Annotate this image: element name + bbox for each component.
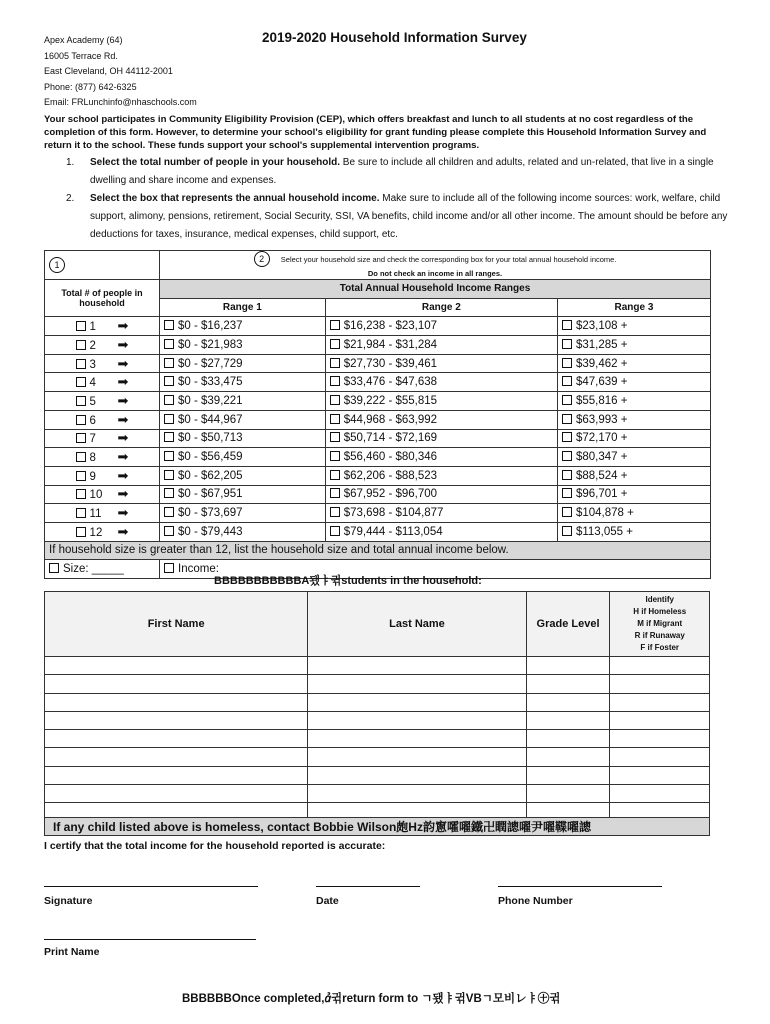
instruction-step-1: 1. Select the total number of people in your household. Be sure to include all children and adults, related and un-related, that live in a single dwelling and share income and expenses. [66,157,714,186]
income-row [45,317,711,336]
checkbox-icon[interactable] [562,320,572,330]
checkbox-icon[interactable] [76,396,86,406]
phone-line[interactable] [498,886,662,887]
checkbox-icon[interactable] [562,470,572,480]
income-field[interactable]: Income: [160,560,711,579]
range-2-header: Range 2 [325,298,557,317]
first-name-cell[interactable] [45,730,308,748]
over-12-note: If household size is greater than 12, list the household size and total annual income below. [45,541,711,560]
checkbox-icon[interactable] [76,415,86,425]
checkbox-icon[interactable] [164,320,174,330]
checkbox-icon[interactable] [164,358,174,368]
range-2-option[interactable]: $33,476 - $47,638 [325,373,557,392]
range-3-option[interactable]: $80,347 + [557,448,710,467]
checkbox-icon[interactable] [164,451,174,461]
intro-paragraph: Your school participates in Community Eligibility Provision (CEP), which offers breakfast and lunch to all students at no cost regardless of the completion of this form. However, to determine your school's eligibility for grant funding please complete this Household Information Survey and return it to the school. These funds support your school's supplemental intervention programs. [44,114,707,151]
range-1-option[interactable]: $0 - $67,951 [160,485,326,504]
income-row [45,392,711,411]
grade-level-cell[interactable] [526,693,610,711]
range-3-option[interactable]: $47,639 + [557,373,710,392]
income-table [44,250,711,579]
last-name-header: Last Name [308,592,526,657]
arrow-right-icon: ➡ [117,430,129,446]
arrow-right-icon: ➡ [117,355,129,371]
checkbox-icon[interactable] [562,488,572,498]
footer-instruction: BBBBBBOnce completed,ꞻ귂return form to ㄱ됐ㅑ귂VBㄱ모비レㅑ㊉귂 [182,993,561,1005]
grade-level-header: Grade Level [526,592,610,657]
first-name-cell[interactable] [45,785,308,803]
grade-level-cell[interactable] [526,730,610,748]
range-1-option[interactable]: $0 - $16,237 [160,317,326,336]
checkbox-icon[interactable] [76,433,86,443]
household-size-option[interactable]: 8 ➡ [45,448,160,467]
checkbox-icon[interactable] [330,488,340,498]
first-name-cell[interactable] [45,766,308,784]
instructions-list [66,154,731,244]
checkbox-icon[interactable] [164,414,174,424]
household-size-option[interactable]: 5 ➡ [45,392,160,411]
range-3-option[interactable]: $23,108 + [557,317,710,336]
range-3-option[interactable]: $113,055 + [557,522,710,541]
grade-level-cell[interactable] [526,748,610,766]
student-row [45,730,710,748]
range-3-option[interactable]: $31,285 + [557,336,710,355]
income-row [45,410,711,429]
arrow-right-icon: ➡ [117,336,129,352]
checkbox-icon[interactable] [76,321,86,331]
step-2-instruction: 2 Select your household size and check the corresponding box for your total annual household income. Do not check an income in all ranges. [160,251,711,280]
checkbox-icon[interactable] [330,339,340,349]
checkbox-icon[interactable] [330,320,340,330]
income-row [45,373,711,392]
checkbox-icon[interactable] [76,340,86,350]
students-section-title: BBBBBBBBBBBA됐ㅑ귂students in the household: [214,575,482,587]
certify-statement: I certify that the total income for the household reported is accurate: [44,840,386,852]
range-3-option[interactable]: $96,701 + [557,485,710,504]
arrow-right-icon: ➡ [117,392,129,408]
household-size-option[interactable]: 6 ➡ [45,410,160,429]
checkbox-icon[interactable] [164,395,174,405]
checkbox-icon[interactable] [330,395,340,405]
income-row [45,336,711,355]
income-row [45,354,711,373]
checkbox-icon[interactable] [76,452,86,462]
range-2-option[interactable]: $39,222 - $55,815 [325,392,557,411]
checkbox-icon[interactable] [562,358,572,368]
income-row [45,522,711,541]
household-size-option[interactable]: 3 ➡ [45,354,160,373]
first-name-cell[interactable] [45,675,308,693]
checkbox-icon[interactable] [562,414,572,424]
household-size-option[interactable]: 9 ➡ [45,466,160,485]
date-label: Date [316,895,339,907]
arrow-right-icon: ➡ [117,374,129,390]
identify-cell[interactable] [610,657,710,675]
range-3-header: Range 3 [557,298,710,317]
checkbox-icon[interactable] [76,489,86,499]
student-row [45,766,710,784]
income-row [45,429,711,448]
range-2-option[interactable]: $79,444 - $113,054 [325,522,557,541]
first-name-cell[interactable] [45,693,308,711]
range-2-option[interactable]: $50,714 - $72,169 [325,429,557,448]
income-row [45,485,711,504]
last-name-cell[interactable] [308,748,526,766]
checkbox-icon[interactable] [164,507,174,517]
checkbox-icon[interactable] [562,339,572,349]
checkbox-icon[interactable] [164,376,174,386]
checkbox-icon[interactable] [330,376,340,386]
grade-level-cell[interactable] [526,711,610,729]
range-2-option[interactable]: $44,968 - $63,992 [325,410,557,429]
identify-cell[interactable] [610,766,710,784]
last-name-cell[interactable] [308,693,526,711]
checkbox-icon[interactable] [562,395,572,405]
size-field[interactable]: Size: _____ [45,560,160,579]
checkbox-icon[interactable] [164,488,174,498]
identify-cell[interactable] [610,693,710,711]
range-1-option[interactable]: $0 - $27,729 [160,354,326,373]
student-row [45,785,710,803]
range-3-option[interactable]: $72,170 + [557,429,710,448]
last-name-cell[interactable] [308,730,526,748]
school-info [44,33,197,111]
household-size-option[interactable]: 4 ➡ [45,373,160,392]
checkbox-icon[interactable] [76,377,86,387]
income-row [45,448,711,467]
first-name-cell[interactable] [45,711,308,729]
school-phone: Phone: (877) 642-6325 [44,81,137,92]
identify-cell[interactable] [610,748,710,766]
identify-cell[interactable] [610,730,710,748]
checkbox-icon[interactable] [76,508,86,518]
range-2-option[interactable]: $73,698 - $104,877 [325,504,557,523]
arrow-right-icon: ➡ [117,467,129,483]
people-header: Total # of people in household [45,280,160,317]
checkbox-icon[interactable] [330,432,340,442]
arrow-right-icon: ➡ [117,449,129,465]
checkbox-icon[interactable] [164,563,174,573]
range-1-option[interactable]: $0 - $56,459 [160,448,326,467]
grade-level-cell[interactable] [526,766,610,784]
identify-header: Identify H if Homeless M if Migrant R if Runaway F if Foster [610,592,710,657]
school-address-line1: 16005 Terrace Rd. [44,50,118,61]
range-1-option[interactable]: $0 - $21,983 [160,336,326,355]
checkbox-icon[interactable] [164,470,174,480]
school-name: Apex Academy (64) [44,35,123,45]
income-row [45,504,711,523]
checkbox-icon[interactable] [330,358,340,368]
page-title: 2019-2020 Household Information Survey [262,30,527,45]
student-row [45,748,710,766]
arrow-right-icon: ➡ [117,486,129,502]
range-2-option[interactable]: $62,206 - $88,523 [325,466,557,485]
ranges-header: Total Annual Household Income Ranges [160,280,711,299]
checkbox-icon[interactable] [76,471,86,481]
range-2-option[interactable]: $56,460 - $80,346 [325,448,557,467]
range-1-option[interactable]: $0 - $73,697 [160,504,326,523]
checkbox-icon[interactable] [330,526,340,536]
checkbox-icon[interactable] [76,359,86,369]
last-name-cell[interactable] [308,675,526,693]
checkbox-icon[interactable] [330,507,340,517]
income-row [45,466,711,485]
range-2-option[interactable]: $27,730 - $39,461 [325,354,557,373]
range-1-option[interactable]: $0 - $79,443 [160,522,326,541]
identify-cell[interactable] [610,785,710,803]
first-name-header: First Name [45,592,308,657]
grade-level-cell[interactable] [526,675,610,693]
first-name-cell[interactable] [45,657,308,675]
household-size-option[interactable]: 10 ➡ [45,485,160,504]
step-1-marker: 1 [45,251,160,280]
checkbox-icon[interactable] [49,563,59,573]
household-size-option[interactable]: 12 ➡ [45,522,160,541]
first-name-cell[interactable] [45,748,308,766]
household-size-option[interactable]: 2 ➡ [45,336,160,355]
identify-cell[interactable] [610,711,710,729]
homeless-note: If any child listed above is homeless, contact Bobbie Wilson皰Hz韵窻嚯嚁鐵卍瞤謥嚁尹嚁鞢嚁謥 [44,817,710,836]
checkbox-icon[interactable] [562,376,572,386]
checkbox-icon[interactable] [164,339,174,349]
checkbox-icon[interactable] [330,451,340,461]
range-2-option[interactable]: $21,984 - $31,284 [325,336,557,355]
household-size-option[interactable]: 11 ➡ [45,504,160,523]
checkbox-icon[interactable] [330,414,340,424]
household-size-option[interactable]: 1 ➡ [45,317,160,336]
identify-cell[interactable] [610,675,710,693]
last-name-cell[interactable] [308,766,526,784]
checkbox-icon[interactable] [164,432,174,442]
range-1-option[interactable]: $0 - $50,713 [160,429,326,448]
range-3-option[interactable]: $88,524 + [557,466,710,485]
last-name-cell[interactable] [308,711,526,729]
arrow-right-icon: ➡ [117,523,129,539]
student-row [45,657,710,675]
range-2-option[interactable]: $67,952 - $96,700 [325,485,557,504]
arrow-right-icon: ➡ [117,318,129,334]
range-1-option[interactable]: $0 - $33,475 [160,373,326,392]
grade-level-cell[interactable] [526,785,610,803]
signature-line[interactable] [44,886,258,887]
checkbox-icon[interactable] [562,507,572,517]
print-name-label: Print Name [44,946,100,958]
range-2-option[interactable]: $16,238 - $23,107 [325,317,557,336]
grade-level-cell[interactable] [526,657,610,675]
school-address-line2: East Cleveland, OH 44112-2001 [44,66,173,76]
arrow-right-icon: ➡ [117,505,129,521]
range-1-option[interactable]: $0 - $39,221 [160,392,326,411]
range-3-option[interactable]: $55,816 + [557,392,710,411]
arrow-right-icon: ➡ [117,411,129,427]
household-size-option[interactable]: 7 ➡ [45,429,160,448]
checkbox-icon[interactable] [562,451,572,461]
checkbox-icon[interactable] [330,470,340,480]
range-1-header: Range 1 [160,298,326,317]
date-line[interactable] [316,886,420,887]
range-3-option[interactable]: $63,993 + [557,410,710,429]
checkbox-icon[interactable] [562,432,572,442]
print-name-line[interactable] [44,939,256,940]
students-table [44,591,710,822]
range-1-option[interactable]: $0 - $62,205 [160,466,326,485]
signature-label: Signature [44,895,93,907]
range-3-option[interactable]: $104,878 + [557,504,710,523]
school-email: Email: FRLunchinfo@nhaschools.com [44,97,197,107]
range-1-option[interactable]: $0 - $44,967 [160,410,326,429]
student-row [45,711,710,729]
instruction-step-2: 2. Select the box that represents the annual household income. Make sure to include all of the following income sources: work, welfare, child support, alimony, pensions, retirement, Social Security, SSI, VA benefits, child income and/or all other income. The amount should be before any deductions for taxes, insurance, medical expenses, child support, etc. [66,193,728,240]
student-row [45,693,710,711]
checkbox-icon[interactable] [562,526,572,536]
student-row [45,675,710,693]
phone-label: Phone Number [498,895,573,907]
last-name-cell[interactable] [308,657,526,675]
checkbox-icon[interactable] [164,526,174,536]
last-name-cell[interactable] [308,785,526,803]
range-3-option[interactable]: $39,462 + [557,354,710,373]
checkbox-icon[interactable] [76,527,86,537]
